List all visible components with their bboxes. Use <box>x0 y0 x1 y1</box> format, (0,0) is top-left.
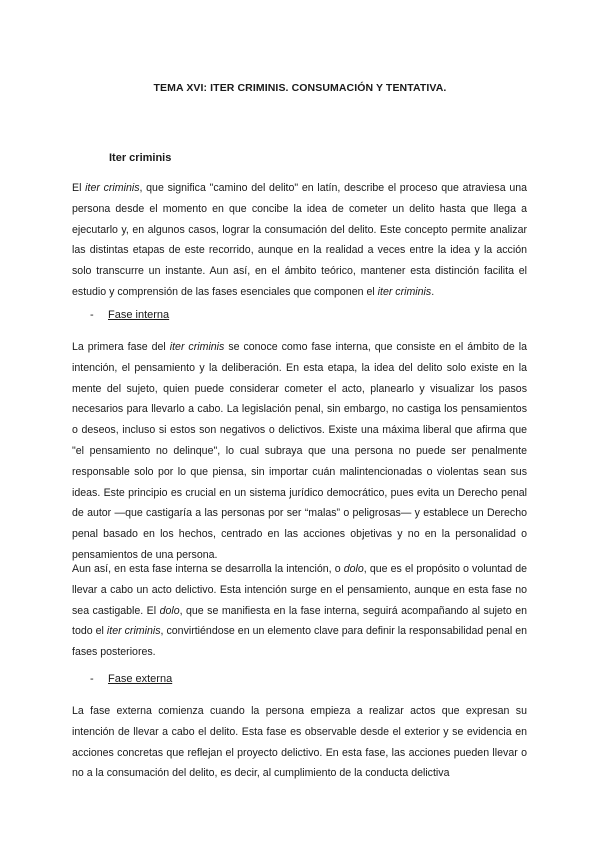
section-heading: Iter criminis <box>109 152 172 164</box>
document-title: TEMA XVI: ITER CRIMINIS. CONSUMACIÓN Y TENTATIVA. <box>153 82 447 94</box>
intro-paragraph: El iter criminis, que significa "camino del delito" en latín, describe el proceso que atraviesa una persona desde el momento en que concibe la idea de cometer un delito hasta que llega a ejecutarlo y, en algunos casos, lograr la consumación del delito. Este concepto permite analizar las distintas etapas de este recorrido, aunque en la realidad a veces entre la idea y la acción solo transcurre un instante. Aun así, en el ámbito teórico, mantener esta distinción facilita el estudio y comprensión de las fases esenciales que componen el iter criminis. <box>72 182 527 298</box>
bullet-fase-interna <box>90 309 169 321</box>
fase-interna-paragraph-1: La primera fase del iter criminis se conoce como fase interna, que consiste en el ámbito de la intención, el pensamiento y la deliberación. En esta etapa, la idea del delito solo existe en la mente del sujeto, quien puede considerar cometer el acto, planearlo y visualizar los pasos necesarios para llevarlo a cabo. La legislación penal, sin embargo, no castiga los pensamientos o deseos, incluso si estos son negativos o delictivos. Existe una máxima liberal que afirma que "el pensamiento no delinque", lo cual subraya que una persona no puede ser penalmente responsable solo por lo que piensa, sin importar cuán malintencionadas o violentas sean sus ideas. Este principio es crucial en un sistema jurídico democrático, pues evita un Derecho penal de autor —que castigaría a las personas por ser “malas” o peligrosas— y establece un Derecho penal basado en los hechos, centrado en las acciones objetivas y no en la personalidad o pensamientos de una persona. <box>72 341 527 561</box>
bullet-dash: - <box>90 673 94 685</box>
fase-interna-paragraph-2: Aun así, en esta fase interna se desarrolla la intención, o dolo, que es el propósito o voluntad de llevar a cabo un acto delictivo. Esta intención surge en el pensamiento, aunque en esta fase no sea castigable. El dolo, que se manifiesta en la fase interna, seguirá acompañando al sujeto en todo el iter criminis, convirtiéndose en un elemento clave para definir la responsabilidad penal en fases posteriores. <box>72 563 528 659</box>
fase-externa-heading: Fase externa <box>108 673 173 685</box>
bullet-fase-externa <box>90 673 172 685</box>
fase-interna-heading: Fase interna <box>108 309 170 321</box>
bullet-dash: - <box>90 309 94 321</box>
fase-externa-paragraph-1: La fase externa comienza cuando la persona empieza a realizar actos que expresan su intención de llevar a cabo el delito. Esta fase es observable desde el exterior y se evidencia en acciones concretas que reflejan el proyecto delictivo. En esta fase, las acciones pueden llevar o no a la consumación del delito, es decir, al cumplimiento de la conducta delictiva <box>72 705 527 780</box>
